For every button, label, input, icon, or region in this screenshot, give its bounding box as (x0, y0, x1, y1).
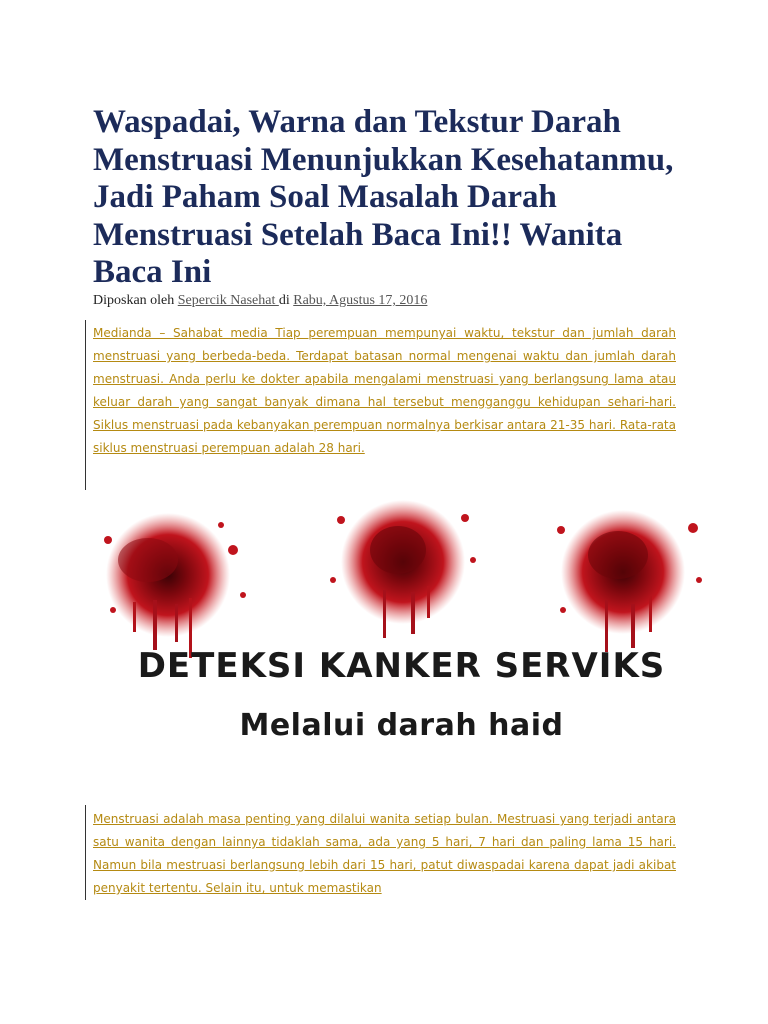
post-date-link[interactable]: Rabu, Agustus 17, 2016 (293, 293, 428, 308)
byline-middle: di (278, 293, 294, 308)
byline-prefix: Diposkan oleh (93, 293, 178, 308)
banner-headline: DETEKSI KANKER SERVIKS (137, 646, 666, 686)
banner-image (93, 500, 710, 785)
blood-splatter-center (330, 500, 476, 638)
quote-rule (85, 320, 86, 490)
blood-splatter-left (104, 513, 246, 658)
post-title: Waspadai, Warna dan Tekstur Darah Menstruasi Menunjukkan Kesehatanmu, Jadi Paham Soal Masalah Darah Menstruasi Setelah Baca Ini!! Wanita Baca Ini (93, 104, 674, 290)
author-link[interactable]: Sepercik Nasehat (177, 293, 279, 308)
blood-splatter-right (557, 510, 702, 652)
post-byline (93, 293, 427, 309)
banner-subheadline: Melalui darah haid (239, 708, 564, 743)
quote-rule (85, 805, 86, 900)
body-paragraph-link[interactable]: Menstruasi adalah masa penting yang dilalui wanita setiap bulan. Mestruasi yang terjadi antara satu wanita dengan lainnya tidaklah sama, ada yang 5 hari, 7 hari dan paling lama 15 hari. Namun bila mestruasi berlangsung lebih dari 15 hari, patut diwaspadai karena dapat jadi akibat penyakit tertentu. Selain itu, untuk memastikan (93, 812, 676, 895)
intro-paragraph-link[interactable]: Medianda – Sahabat media Tiap perempuan mempunyai waktu, tekstur dan jumlah darah menstruasi yang berbeda-beda. Terdapat batasan normal mengenai waktu dan jumlah darah menstruasi. Anda perlu ke dokter apabila mengalami menstruasi yang berlangsung lama atau keluar darah yang sangat banyak dimana hal tersebut mengganggu kehidupan sehari-hari. Siklus menstruasi pada kebanyakan perempuan normalnya berkisar antara 21-35 hari. Rata-rata siklus menstruasi perempuan adalah 28 hari. (93, 326, 676, 455)
